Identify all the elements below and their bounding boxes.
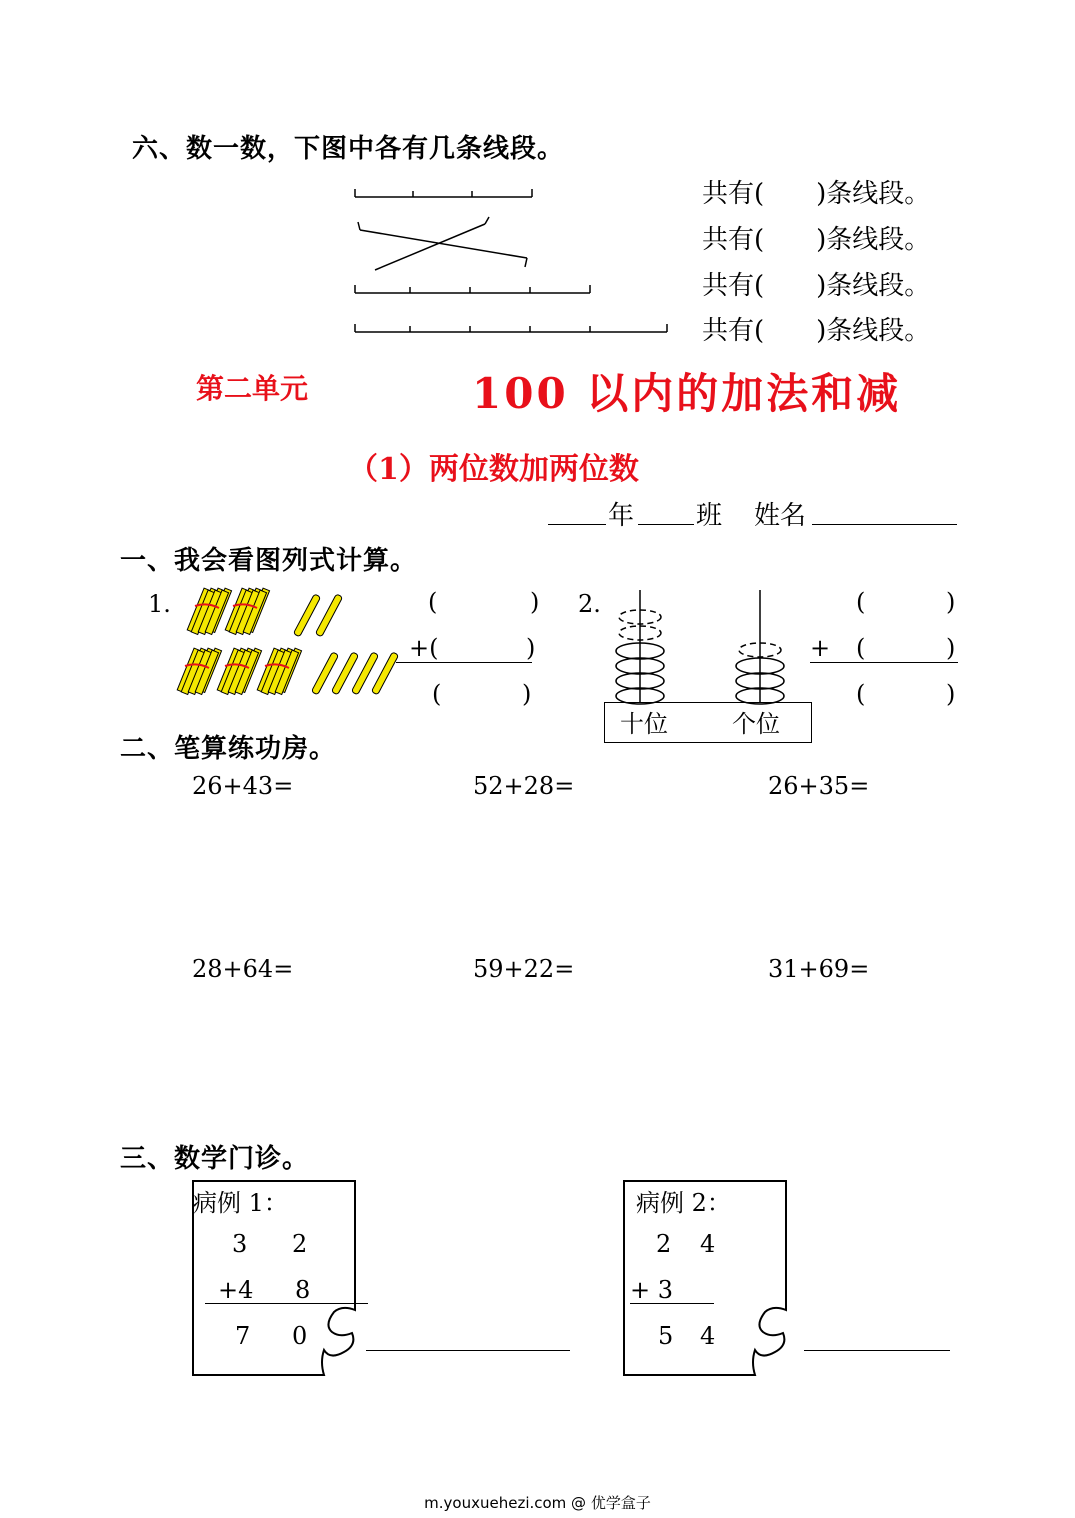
abacus-tens-label: 十位: [620, 710, 668, 738]
class-label: 班: [696, 501, 723, 531]
stick-bundles-illustration: [165, 582, 395, 702]
q1-sum-open: (: [432, 680, 442, 708]
case-2-sum-line: [630, 1303, 714, 1304]
q1-addend1-close: ): [530, 588, 540, 616]
case-1-answer-blank[interactable]: [366, 1330, 570, 1351]
question-1-number: 1.: [148, 590, 171, 618]
problem-6: 31+69=: [768, 955, 870, 983]
unit-title: 100 以内的加法和减: [472, 369, 902, 418]
abacus-ones-label: 个位: [732, 710, 780, 738]
case-1-r3-ones: 0: [292, 1322, 308, 1350]
q2-sum-open: (: [856, 680, 866, 708]
case-2-r1-ones: 4: [700, 1230, 716, 1258]
case-1-sum-line: [205, 1303, 368, 1304]
lesson-subtitle: （1）两位数加两位数: [348, 452, 639, 487]
section6-heading: 六、数一数，下图中各有几条线段。: [132, 134, 565, 164]
segment-answer-4[interactable]: 共有( )条线段。: [702, 316, 931, 346]
segment-answer-1[interactable]: 共有( )条线段。: [702, 179, 931, 209]
footer-watermark: m.youxuehezi.com @ 优学盒子: [424, 1494, 651, 1512]
case-1-r2-ones: 8: [295, 1276, 311, 1304]
case-2-r3-tens: 5: [658, 1322, 674, 1350]
class-blank[interactable]: [638, 502, 694, 525]
case-2-r1-tens: 2: [656, 1230, 672, 1258]
case-1-label: 病例 1：: [193, 1189, 288, 1217]
segment-answer-2[interactable]: 共有( )条线段。: [702, 225, 931, 255]
case-1-r1-tens: 3: [232, 1230, 248, 1258]
abacus-illustration: [603, 588, 818, 713]
problem-5: 59+22=: [473, 955, 575, 983]
case-1-r2-tens: +4: [218, 1276, 254, 1304]
segment-answer-3[interactable]: 共有( )条线段。: [702, 271, 931, 301]
case-2-label: 病例 2：: [636, 1189, 731, 1217]
q2-addend2-open: (: [856, 634, 866, 662]
case-2-r2: + 3: [630, 1276, 674, 1304]
q2-sum-close: ): [946, 680, 956, 708]
q1-addend1-open: (: [428, 588, 438, 616]
section3-heading: 三、数学门诊。: [120, 1144, 310, 1174]
unit-label: 第二单元: [196, 372, 309, 405]
q2-addend2-close: ): [946, 634, 956, 662]
q2-addend1-open: (: [856, 588, 866, 616]
q1-addend2-open: +(: [409, 634, 439, 662]
case-2-answer-blank[interactable]: [804, 1330, 950, 1351]
section1-heading: 一、我会看图列式计算。: [120, 546, 418, 576]
problem-4: 28+64=: [192, 955, 294, 983]
case-1-r1-ones: 2: [292, 1230, 308, 1258]
q1-addend2-close: ): [526, 634, 536, 662]
year-blank[interactable]: [548, 502, 606, 525]
case-1-r3-tens: 7: [235, 1322, 251, 1350]
q2-sum-line: [810, 642, 958, 663]
line-segment-figure-3: [350, 281, 600, 301]
line-segment-figure-1: [350, 185, 540, 205]
question-2-number: 2.: [578, 590, 601, 618]
case-2-r3-ones: 4: [700, 1322, 716, 1350]
name-label: 姓名: [754, 501, 807, 531]
problem-2: 52+28=: [473, 772, 575, 800]
section2-heading: 二、笔算练功房。: [120, 734, 337, 764]
problem-3: 26+35=: [768, 772, 870, 800]
name-blank[interactable]: [812, 502, 957, 525]
problem-1: 26+43=: [192, 772, 294, 800]
line-segment-figure-4: [350, 320, 675, 340]
line-segment-figure-2: [355, 214, 535, 274]
q2-addend1-close: ): [946, 588, 956, 616]
q1-sum-line: [396, 642, 532, 663]
q1-sum-close: ): [522, 680, 532, 708]
q2-plus-sign: +: [810, 634, 831, 662]
year-label: 年: [608, 501, 635, 531]
